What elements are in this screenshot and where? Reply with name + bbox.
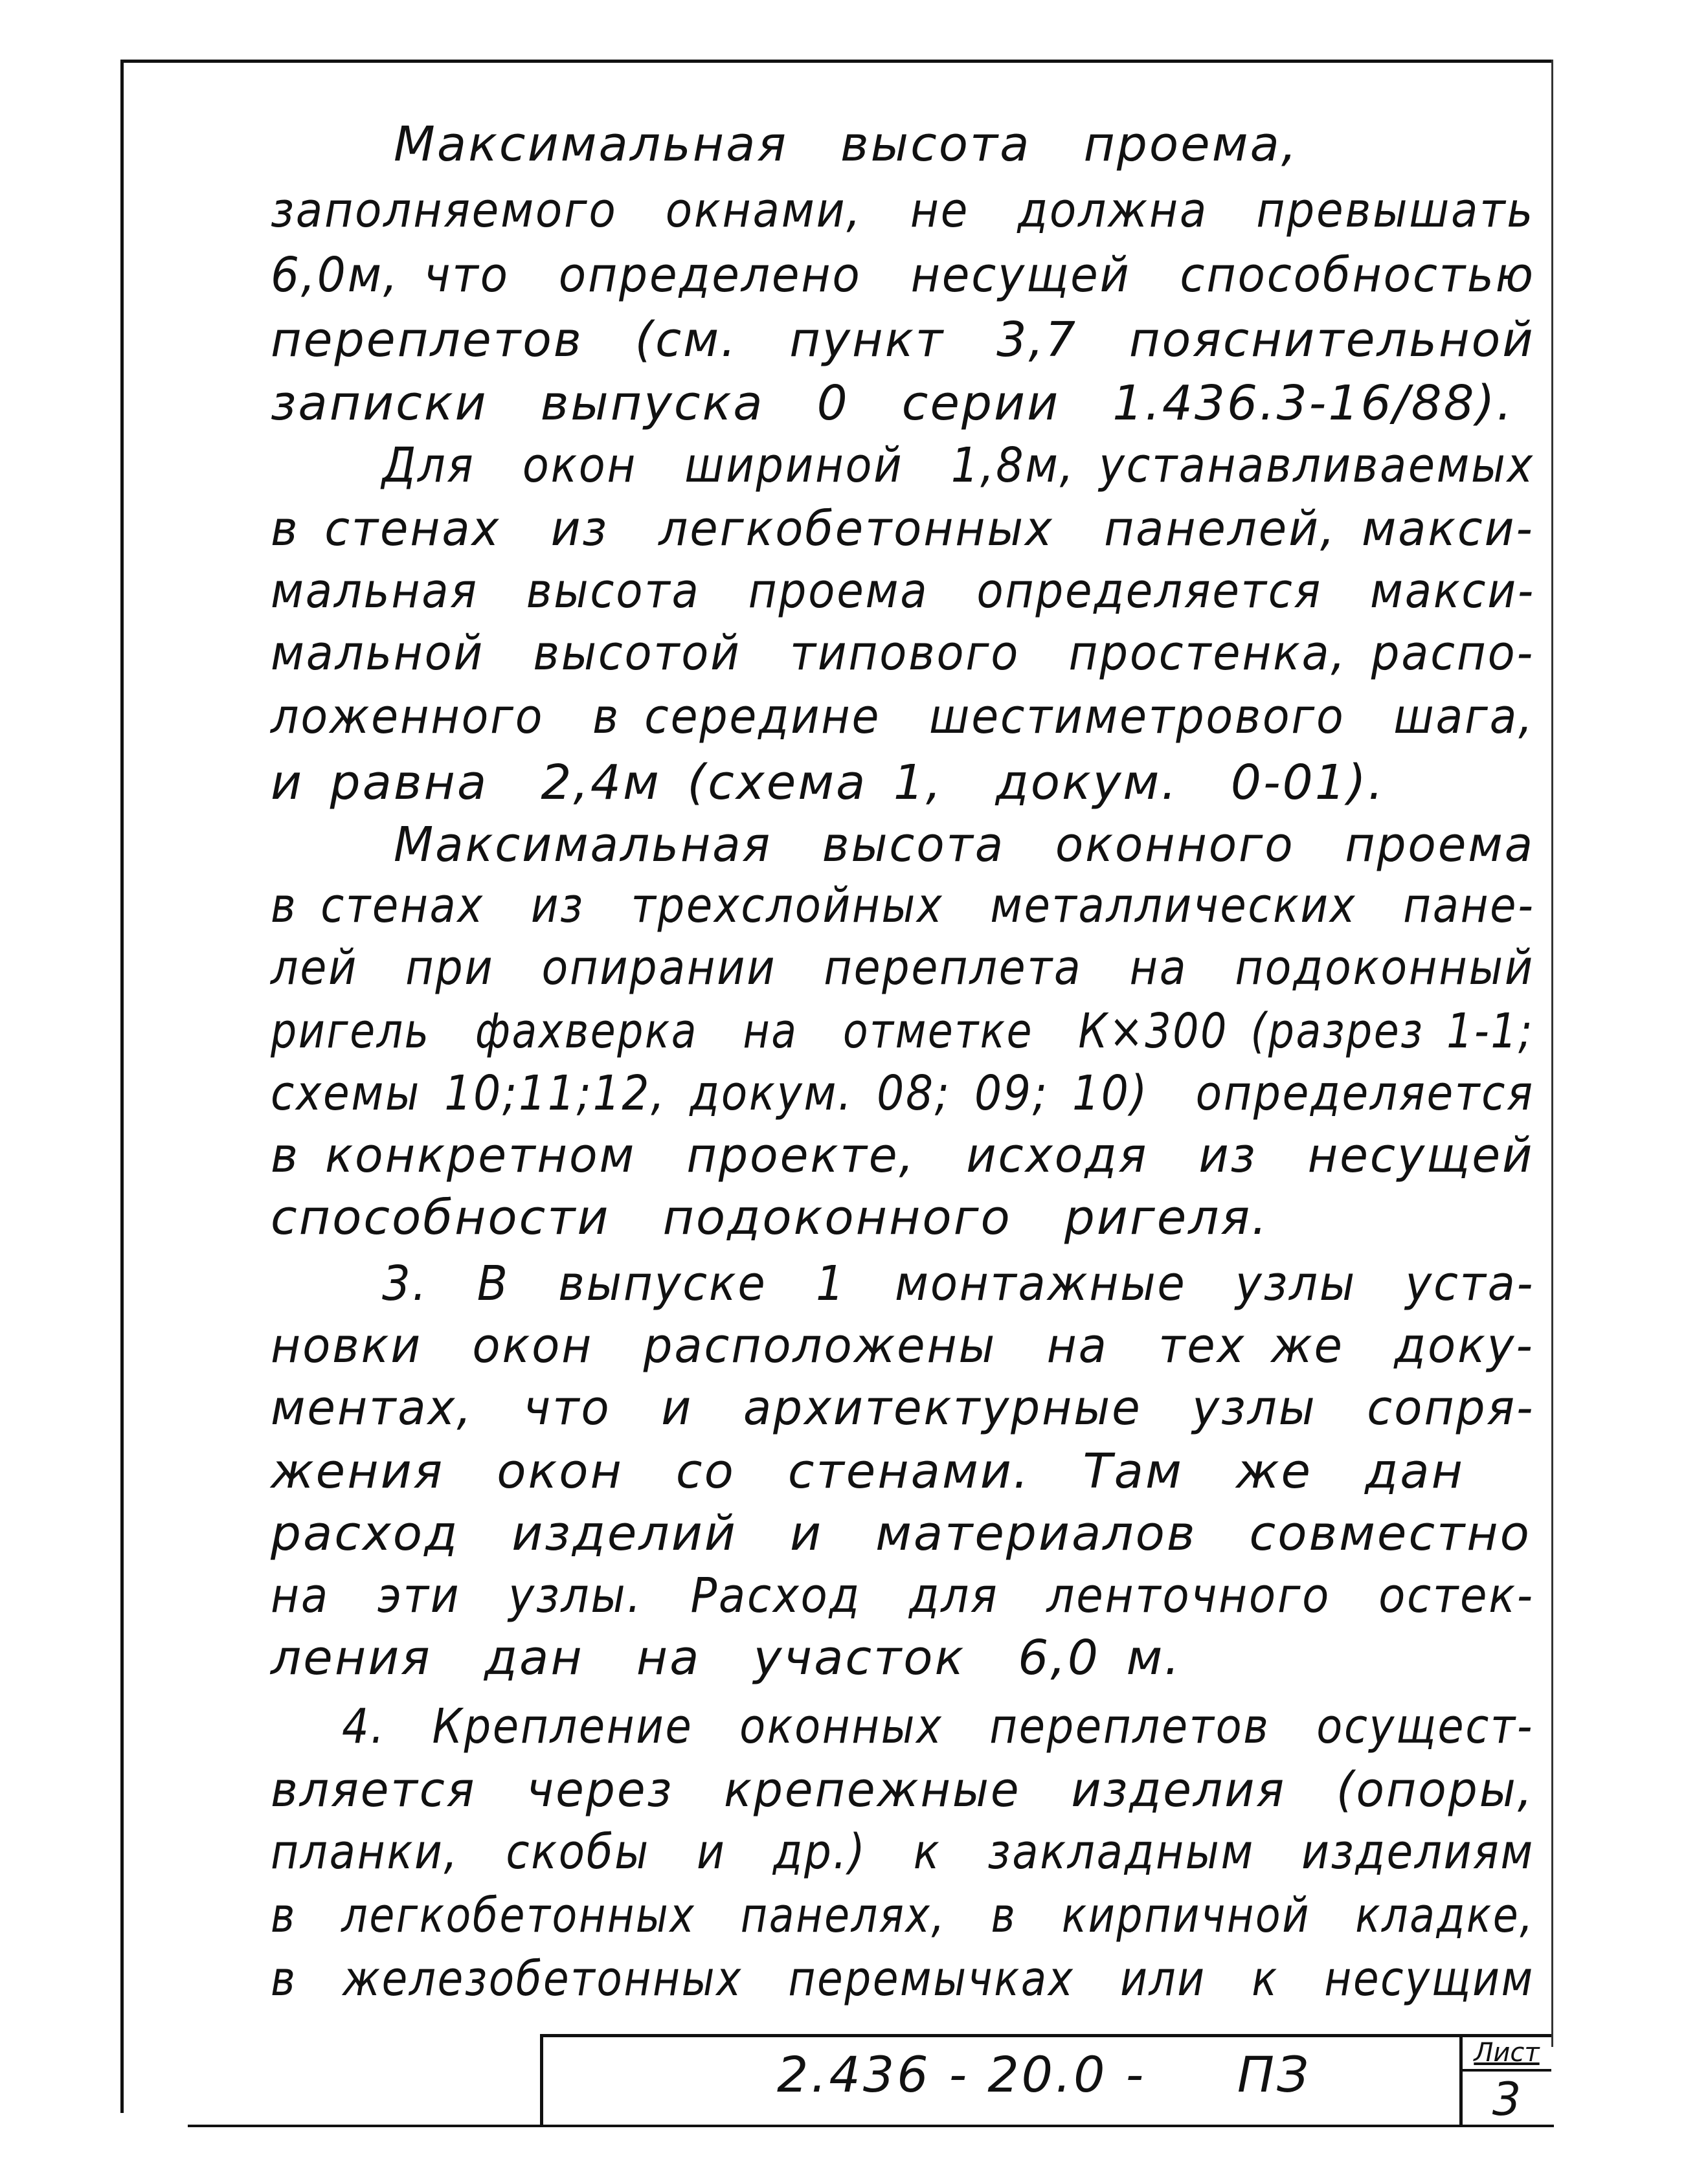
text-line: ложенного в середине шестиметрового шага, [271, 689, 1534, 744]
sheet-label-divider [1459, 2069, 1551, 2072]
text-line: жения окон со стенами. Там же дан [271, 1444, 1465, 1499]
text-line: новки окон расположены на тех же доку- [271, 1318, 1534, 1374]
text-line: лей при опирании переплета на подоконный [271, 940, 1534, 996]
text-line: ления дан на участок 6,0 м. [271, 1630, 1182, 1686]
text-line: и равна 2,4м (схема 1, докум. 0-01). [271, 755, 1386, 810]
text-line: в стенах из легкобетонных панелей, макси- [271, 501, 1534, 557]
frame-right-border [1551, 60, 1553, 2047]
text-line: 3. В выпуске 1 монтажные узлы уста- [382, 1256, 1535, 1312]
text-line: заполняемого окнами, не должна превышать [271, 183, 1535, 238]
text-line: Максимальная высота оконного проема [394, 817, 1535, 873]
text-line: способности подоконного ригеля. [271, 1190, 1269, 1246]
text-line: в легкобетонных панелях, в кирпичной кладке, [271, 1888, 1535, 1943]
text-line: расход изделий и материалов совместно [271, 1506, 1531, 1561]
text-line: переплетов (см. пункт 3,7 пояснительной [271, 312, 1535, 368]
text-line: вляется через крепежные изделия (опоры, [271, 1762, 1534, 1818]
text-line: мальная высота проема определяется макси- [271, 563, 1536, 619]
sheet-label: Лист [1474, 2038, 1540, 2068]
text-line: ригель фахверка на отметке К×300 (разрез 1-1; [271, 1003, 1534, 1059]
title-block-separator [1459, 2034, 1463, 2126]
text-line: 6,0м, что определено несущей способностью [271, 247, 1535, 303]
frame-top-border [120, 60, 1553, 63]
text-line: Максимальная высота проема, [394, 117, 1299, 172]
text-line: схемы 10;11;12, докум. 08; 09; 10) определяется [271, 1066, 1534, 1121]
text-line: на эти узлы. Расход для ленточного остек- [271, 1568, 1534, 1624]
sheet-number: 3 [1492, 2073, 1522, 2126]
frame-bottom-border [188, 2125, 1554, 2127]
text-line: планки, скобы и др.) к закладным изделиям [271, 1824, 1534, 1880]
text-line: в стенах из трехслойных металлических пане- [271, 878, 1535, 933]
text-line: в железобетонных перемычках или к несущим [271, 1951, 1534, 2007]
document-code: 2.436 - 20.0 - ПЗ [777, 2046, 1311, 2103]
text-line: Для окон шириной 1,8м, устанавливаемых [382, 438, 1534, 493]
frame-left-border [120, 60, 124, 2113]
text-line: мальной высотой типового простенка, распо- [271, 625, 1535, 681]
text-line: в конкретном проекте, исходя из несущей [271, 1128, 1534, 1183]
text-line: записки выпуска 0 серии 1.436.3-16/88). [271, 375, 1514, 431]
text-line: 4. Крепление оконных переплетов осущест- [342, 1699, 1534, 1754]
text-line: ментах, что и архитектурные узлы сопря- [271, 1380, 1535, 1436]
